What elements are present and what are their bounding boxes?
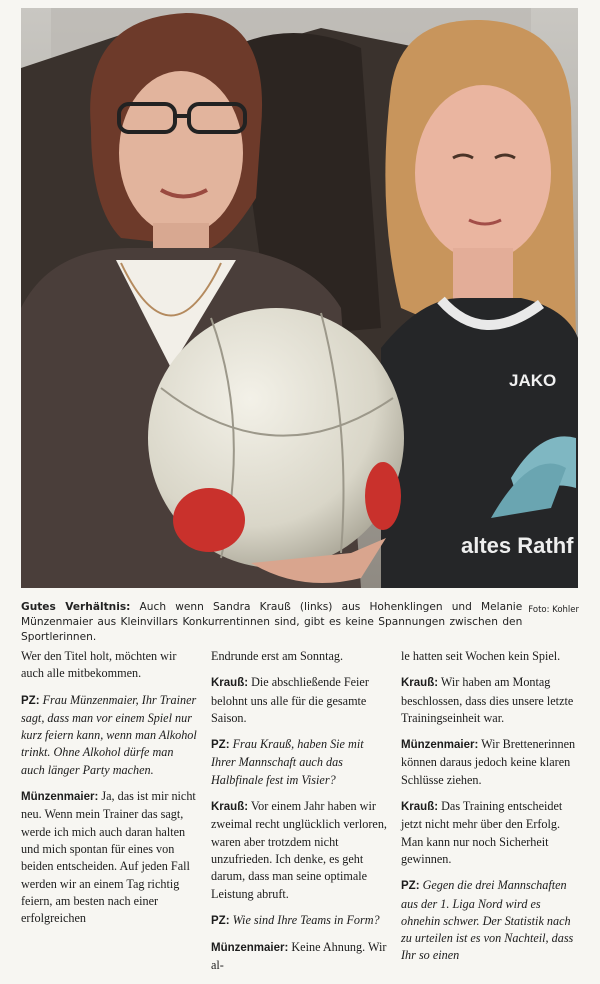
speaker-label: PZ: bbox=[21, 694, 40, 707]
photo bbox=[21, 8, 578, 588]
interview-answer bbox=[211, 939, 389, 975]
speaker-label: Krauß: bbox=[211, 801, 249, 814]
paragraph-text: Keine Ahnung. Wir al- bbox=[211, 940, 387, 973]
interview-answer bbox=[401, 674, 579, 727]
paragraph-text: Wer den Titel holt, möchten wir auch alle mitbekommen. bbox=[21, 649, 177, 681]
speaker-label: PZ: bbox=[401, 880, 420, 893]
speaker-label: PZ: bbox=[211, 914, 230, 927]
interview-question bbox=[21, 692, 199, 779]
article-paragraph bbox=[401, 648, 579, 665]
speaker-label: PZ: bbox=[211, 739, 230, 752]
article-column-1 bbox=[21, 648, 199, 936]
photo-credit: Foto: Kohler bbox=[528, 605, 579, 615]
paragraph-text: Wir haben am Montag beschlossen, dass dies unsere letzte Trainingseinheit war. bbox=[401, 675, 574, 725]
paragraph-text: Das Training entscheidet jetzt nicht mehr über den Erfolg. Man kann nur noch Sicherheit gewinnen. bbox=[401, 799, 563, 866]
interview-answer bbox=[401, 736, 579, 789]
paragraph-text: Endrunde erst am Sonntag. bbox=[211, 649, 344, 663]
interview-answer bbox=[401, 798, 579, 868]
paragraph-text: Frau Münzenmaier, Ihr Trainer sagt, dass man vor einem Spiel nur kurz feiern kann, wenn man Alkohol trinkt. Ohne Alkohol dürfe man auch länger Party machen. bbox=[21, 692, 197, 777]
paragraph-text: Wie sind Ihre Teams in Form? bbox=[232, 912, 380, 927]
speaker-label: Münzenmaier: bbox=[21, 791, 99, 804]
jersey-brand: JAKO bbox=[509, 371, 557, 390]
interview-question bbox=[401, 877, 579, 964]
interview-question bbox=[211, 912, 389, 930]
speaker-label: Münzenmaier: bbox=[211, 942, 289, 955]
article-paragraph bbox=[21, 648, 199, 683]
article-column-2 bbox=[211, 648, 389, 984]
speaker-label: Krauß: bbox=[401, 677, 439, 690]
paragraph-text: Gegen die drei Mannschaften aus der 1. Liga Nord wird es ohnehin schwer. Der Statistik nach zu urteilen ist es von Nachteil, dass Ihr so einen bbox=[401, 878, 574, 963]
caption-title: Gutes Verhältnis: bbox=[21, 601, 131, 613]
photo-caption bbox=[21, 600, 579, 645]
paragraph-text: Die abschließende Feier belohnt uns alle für die gesamte Saison. bbox=[211, 675, 369, 725]
interview-question bbox=[211, 736, 389, 789]
jersey-text: altes Rathf bbox=[461, 533, 574, 558]
speaker-label: Krauß: bbox=[401, 801, 439, 814]
paragraph-text: Ja, das ist mir nicht neu. Wenn mein Trainer das sagt, werde ich mich auch daran halten und mich spontan für eines von beiden entscheiden. Auf jeden Fall werden wir an einem Tag richtig feiern, am besten nach einer erfolgreichen bbox=[21, 789, 196, 926]
paragraph-text: Frau Krauß, haben Sie mit Ihrer Mannschaft auch das Halbfinale fest im Visier? bbox=[211, 737, 364, 787]
interview-answer bbox=[21, 788, 199, 927]
article-paragraph bbox=[211, 648, 389, 665]
article-column-3 bbox=[401, 648, 579, 974]
photo-illustration bbox=[21, 8, 578, 588]
paragraph-text: Vor einem Jahr haben wir zweimal recht unglücklich verloren, waren aber trotzdem nicht unzufrieden. Ich denke, es geht darum, dass man seine optimale Leistung abruft. bbox=[211, 799, 387, 901]
paragraph-text: le hatten seit Wochen kein Spiel. bbox=[401, 649, 561, 663]
speaker-label: Münzenmaier: bbox=[401, 739, 479, 752]
article-body bbox=[21, 648, 579, 973]
speaker-label: Krauß: bbox=[211, 677, 249, 690]
interview-answer bbox=[211, 798, 389, 903]
paragraph-text: Wir Brettenerinnen können daraus jedoch keine klaren Schlüsse ziehen. bbox=[401, 737, 576, 787]
caption-text: Auch wenn Sandra Krauß (links) aus Hohenklingen und Melanie Münzenmaier aus Kleinvillars Konkurrentinnen sind, gibt es keine Spannungen zwischen den Sportlerinnen. bbox=[21, 601, 523, 643]
interview-answer bbox=[211, 674, 389, 727]
